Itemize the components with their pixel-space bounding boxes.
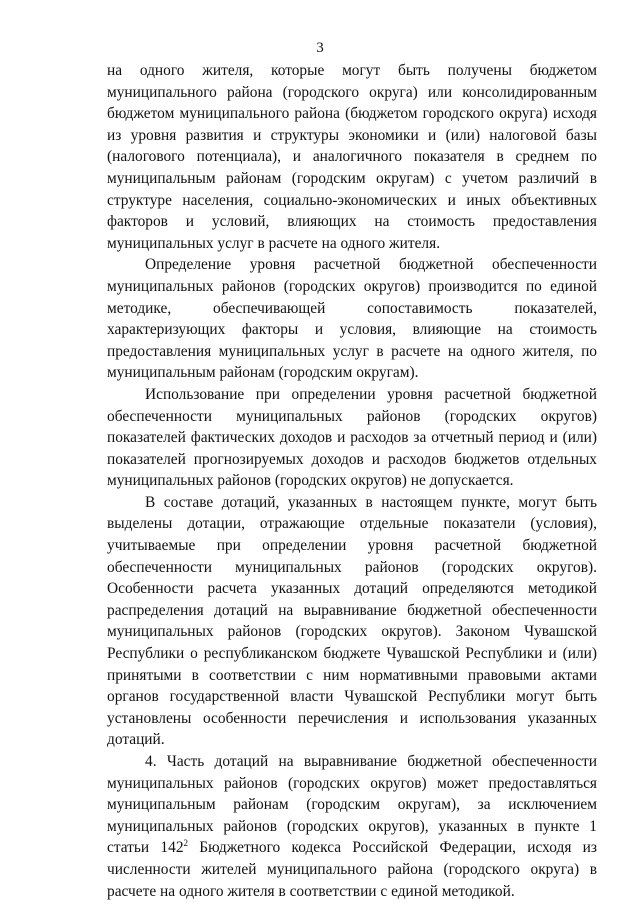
paragraph-continuation: на одного жителя, которые могут быть получены бюджетом муниципального района (городского округа) или консолидированным бюджетом муниципального района (бюджетом городского округа) исходя из уровня развития и структуры экономики и (или) налоговой базы (налогового потенциала), и аналогичного показателя в среднем по муниципальным районам (городским округам) с учетом различий в структуре населения, социально-экономических и иных объективных факторов и условий, влияющих на стоимость предоставления муниципальных услуг в расчете на одного жителя. [107,62,597,252]
paragraph-item-4-text-before: 4. Часть дотаций на выравнивание бюджетной обеспеченности муниципальных районов (городских округов) может предоставляться муниципальным районам (городским округам), за исключением муниципальных районов (городских округов), указанных в пункте 1 статьи 142 [107,753,597,857]
paragraph-item-4-text-after: Бюджетного кодекса Российской Федерации, исходя из численности жителей муниципального района (городского округа) в расчете на одного жителя в соответствии с единой методикой. [107,839,597,900]
paragraph-methodology: Определение уровня расчетной бюджетной обеспеченности муниципальных районов (городских округов) производится по единой методике, обеспечивающей сопоставимость показателей, характеризующих факторы и условия, влияющие на стоимость предоставления муниципальных услуг в расчете на одного жителя, по муниципальным районам (городским округам). [107,256,597,382]
paragraph-item-4 [107,751,597,902]
body-text [107,60,597,902]
page-number: 3 [316,40,324,56]
article-superscript: 2 [183,838,189,849]
paragraph-subsidy-components: В составе дотаций, указанных в настоящем пункте, могут быть выделены дотации, отражающие отдельные показатели (условия), учитываемые при определении уровня расчетной бюджетной обеспеченности муниципальных районов (городских округов). Особенности расчета указанных дотаций определяются методикой распределения дотаций на выравнивание бюджетной обеспеченности муниципальных районов (городских округов). Законом Чувашской Республики о республиканском бюджете Чувашской Республики и (или) принятыми в соответствии с ним нормативными правовыми актами органов государственной власти Чувашской Республики могут быть установлены особенности перечисления и использования указанных дотаций. [107,493,597,749]
paragraph-indicators-prohibition: Использование при определении уровня расчетной бюджетной обеспеченности муниципальных районов (городских округов) показателей фактических доходов и расходов за отчетный период и (или) показателей прогнозируемых доходов и расходов бюджетов отдельных муниципальных районов (городских округов) не допускается. [107,385,597,490]
